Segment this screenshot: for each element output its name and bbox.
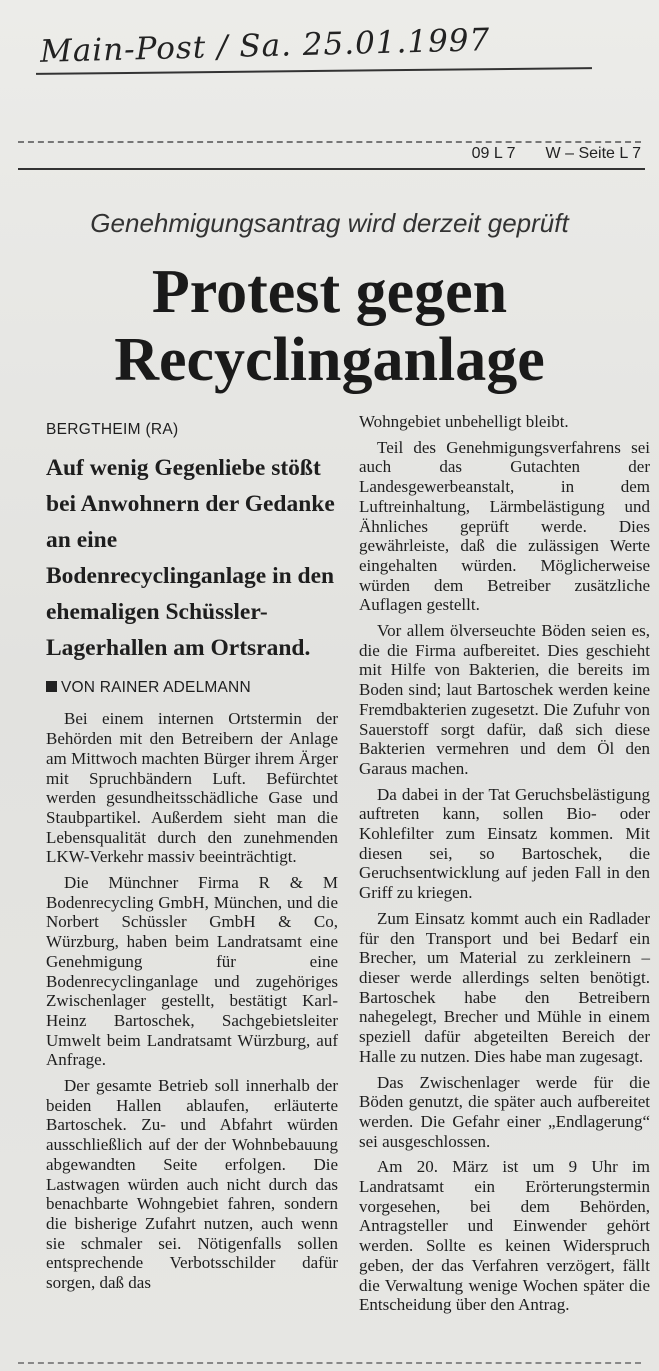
author-name: VON RAINER ADELMANN bbox=[61, 678, 251, 696]
page-section: W – Seite L 7 bbox=[545, 145, 641, 162]
body-paragraph: Der gesamte Betrieb soll innerhalb der beiden Hallen ablaufen, erläuterte Bartoschek. Zu- und Abfahrt würden ausschließlich auf der der Wohnbebauung abgewandten Seite erfolgen. Die Lastwagen würden auch nicht durch das benachbarte Wohngebiet fahren, sondern die bisherige Zufahrt nutzen, auch wenn sie schmaler sei. Nötigenfalls sollen entsprechende Verbotsschilder dafür sorgen, daß das bbox=[46, 1076, 338, 1293]
dateline: BERGTHEIM (RA) bbox=[46, 421, 179, 438]
body-paragraph: Wohngebiet unbehelligt bleibt. bbox=[359, 412, 569, 431]
body-paragraph: Teil des Genehmigungsverfahrens sei auch das Gutachten der Landesgewerbeanstalt, in dem Luftreinhaltung, Lärmbelästigung und Ähnliches geprüft werde. Dies gewährleiste, daß die zulässigen Werte eingehalten würden. Möglicherweise würden dem Betreiber zusätzliche Auflagen gestellt. bbox=[359, 437, 650, 615]
cut-line-bottom bbox=[18, 1362, 641, 1364]
column-right bbox=[359, 412, 650, 1321]
handwritten-source-note: Main-Post / Sa. 25.01.1997 bbox=[39, 22, 491, 70]
page-code: 09 L 7 bbox=[471, 145, 516, 162]
body-paragraph: Zum Einsatz kommt auch ein Radlader für den Transport und bei Bedarf ein Brecher, um Material zu zerkleinern – dieser werde allerdings selten benötigt. Bartoschek habe den Betreibern nahegelegt, Brecher und Mühle in einem speziell dafür abgeteilten Bereich der Halle zu nutzen. Dies habe man zugesagt. bbox=[359, 908, 650, 1066]
lead-paragraph: Auf wenig Gegenliebe stößt bei Anwohnern der Gedanke an eine Bodenrecyclinganlage in den ehemaligen Schüssler-Lagerhallen am Ortsrand. bbox=[46, 454, 335, 661]
author-byline bbox=[46, 678, 338, 698]
page-info bbox=[442, 145, 641, 163]
cut-line-top bbox=[18, 141, 641, 143]
headline: Protest gegen Recyclinganlage bbox=[114, 258, 545, 394]
byline-square-icon bbox=[46, 681, 57, 692]
body-paragraph: Am 20. März ist um 9 Uhr im Landratsamt ein Erörterungstermin vorgesehen, bei dem Behörden, Antragsteller und Einwender gehört werden. Sollte es keinen Widerspruch geben, der das Verfahren verzögert, fällt die Verwaltung wenige Wochen später die Entscheidung über den Antrag. bbox=[359, 1157, 650, 1315]
kicker: Genehmigungsantrag wird derzeit geprüft bbox=[90, 208, 569, 238]
handwritten-underline bbox=[36, 67, 592, 75]
body-paragraph: Das Zwischenlager werde für die Böden genutzt, die später auch aufbereitet werden. Die Gefahr einer „Endlagerung“ sei ausgeschlossen. bbox=[359, 1072, 650, 1151]
body-paragraph: Bei einem internen Ortstermin der Behörden mit den Betreibern der Anlage am Mittwoch machten Bürger ihrem Ärger mit Spruchbändern Luft. Befürchtet werden gesundheitsschädliche Gase und Staubpartikel. Außerdem sieht man die Lebensqualität durch den zunehmenden LKW-Verkehr massiv beeinträchtigt. bbox=[46, 709, 338, 867]
body-paragraph: Vor allem ölverseuchte Böden seien es, die die Firma aufbereitet. Dies geschieht mit Hilfe von Bakterien, die bereits im Boden sind; laut Bartoschek werden keine Fremdbakterien zugesetzt. Die Zufuhr von Sauerstoff sorgt dafür, daß sich diese Bakterien vermehren und dem Öl den Garaus machen. bbox=[359, 621, 650, 778]
body-paragraph: Die Münchner Firma R & M Bodenrecycling GmbH, München, und die Norbert Schüssler GmbH & Co, Würzburg, haben beim Landratsamt eine Genehmigung für eine Bodenrecyclinganlage und zugehöriges Zwischenlager gestellt, bestätigt Karl-Heinz Bartoschek, Sachgebietsleiter Umwelt beim Landratsamt Würzburg, auf Anfrage. bbox=[46, 873, 338, 1070]
column-left bbox=[46, 420, 338, 1299]
header-rule bbox=[18, 168, 645, 170]
body-paragraph: Da dabei in der Tat Geruchsbelästigung auftreten kann, sollen Bio- oder Kohlefilter zum Einsatz kommen. Mit diesen sei, so Bartoschek, die Geruchsentwicklung auf jeden Fall in den Griff zu kriegen. bbox=[359, 784, 650, 903]
